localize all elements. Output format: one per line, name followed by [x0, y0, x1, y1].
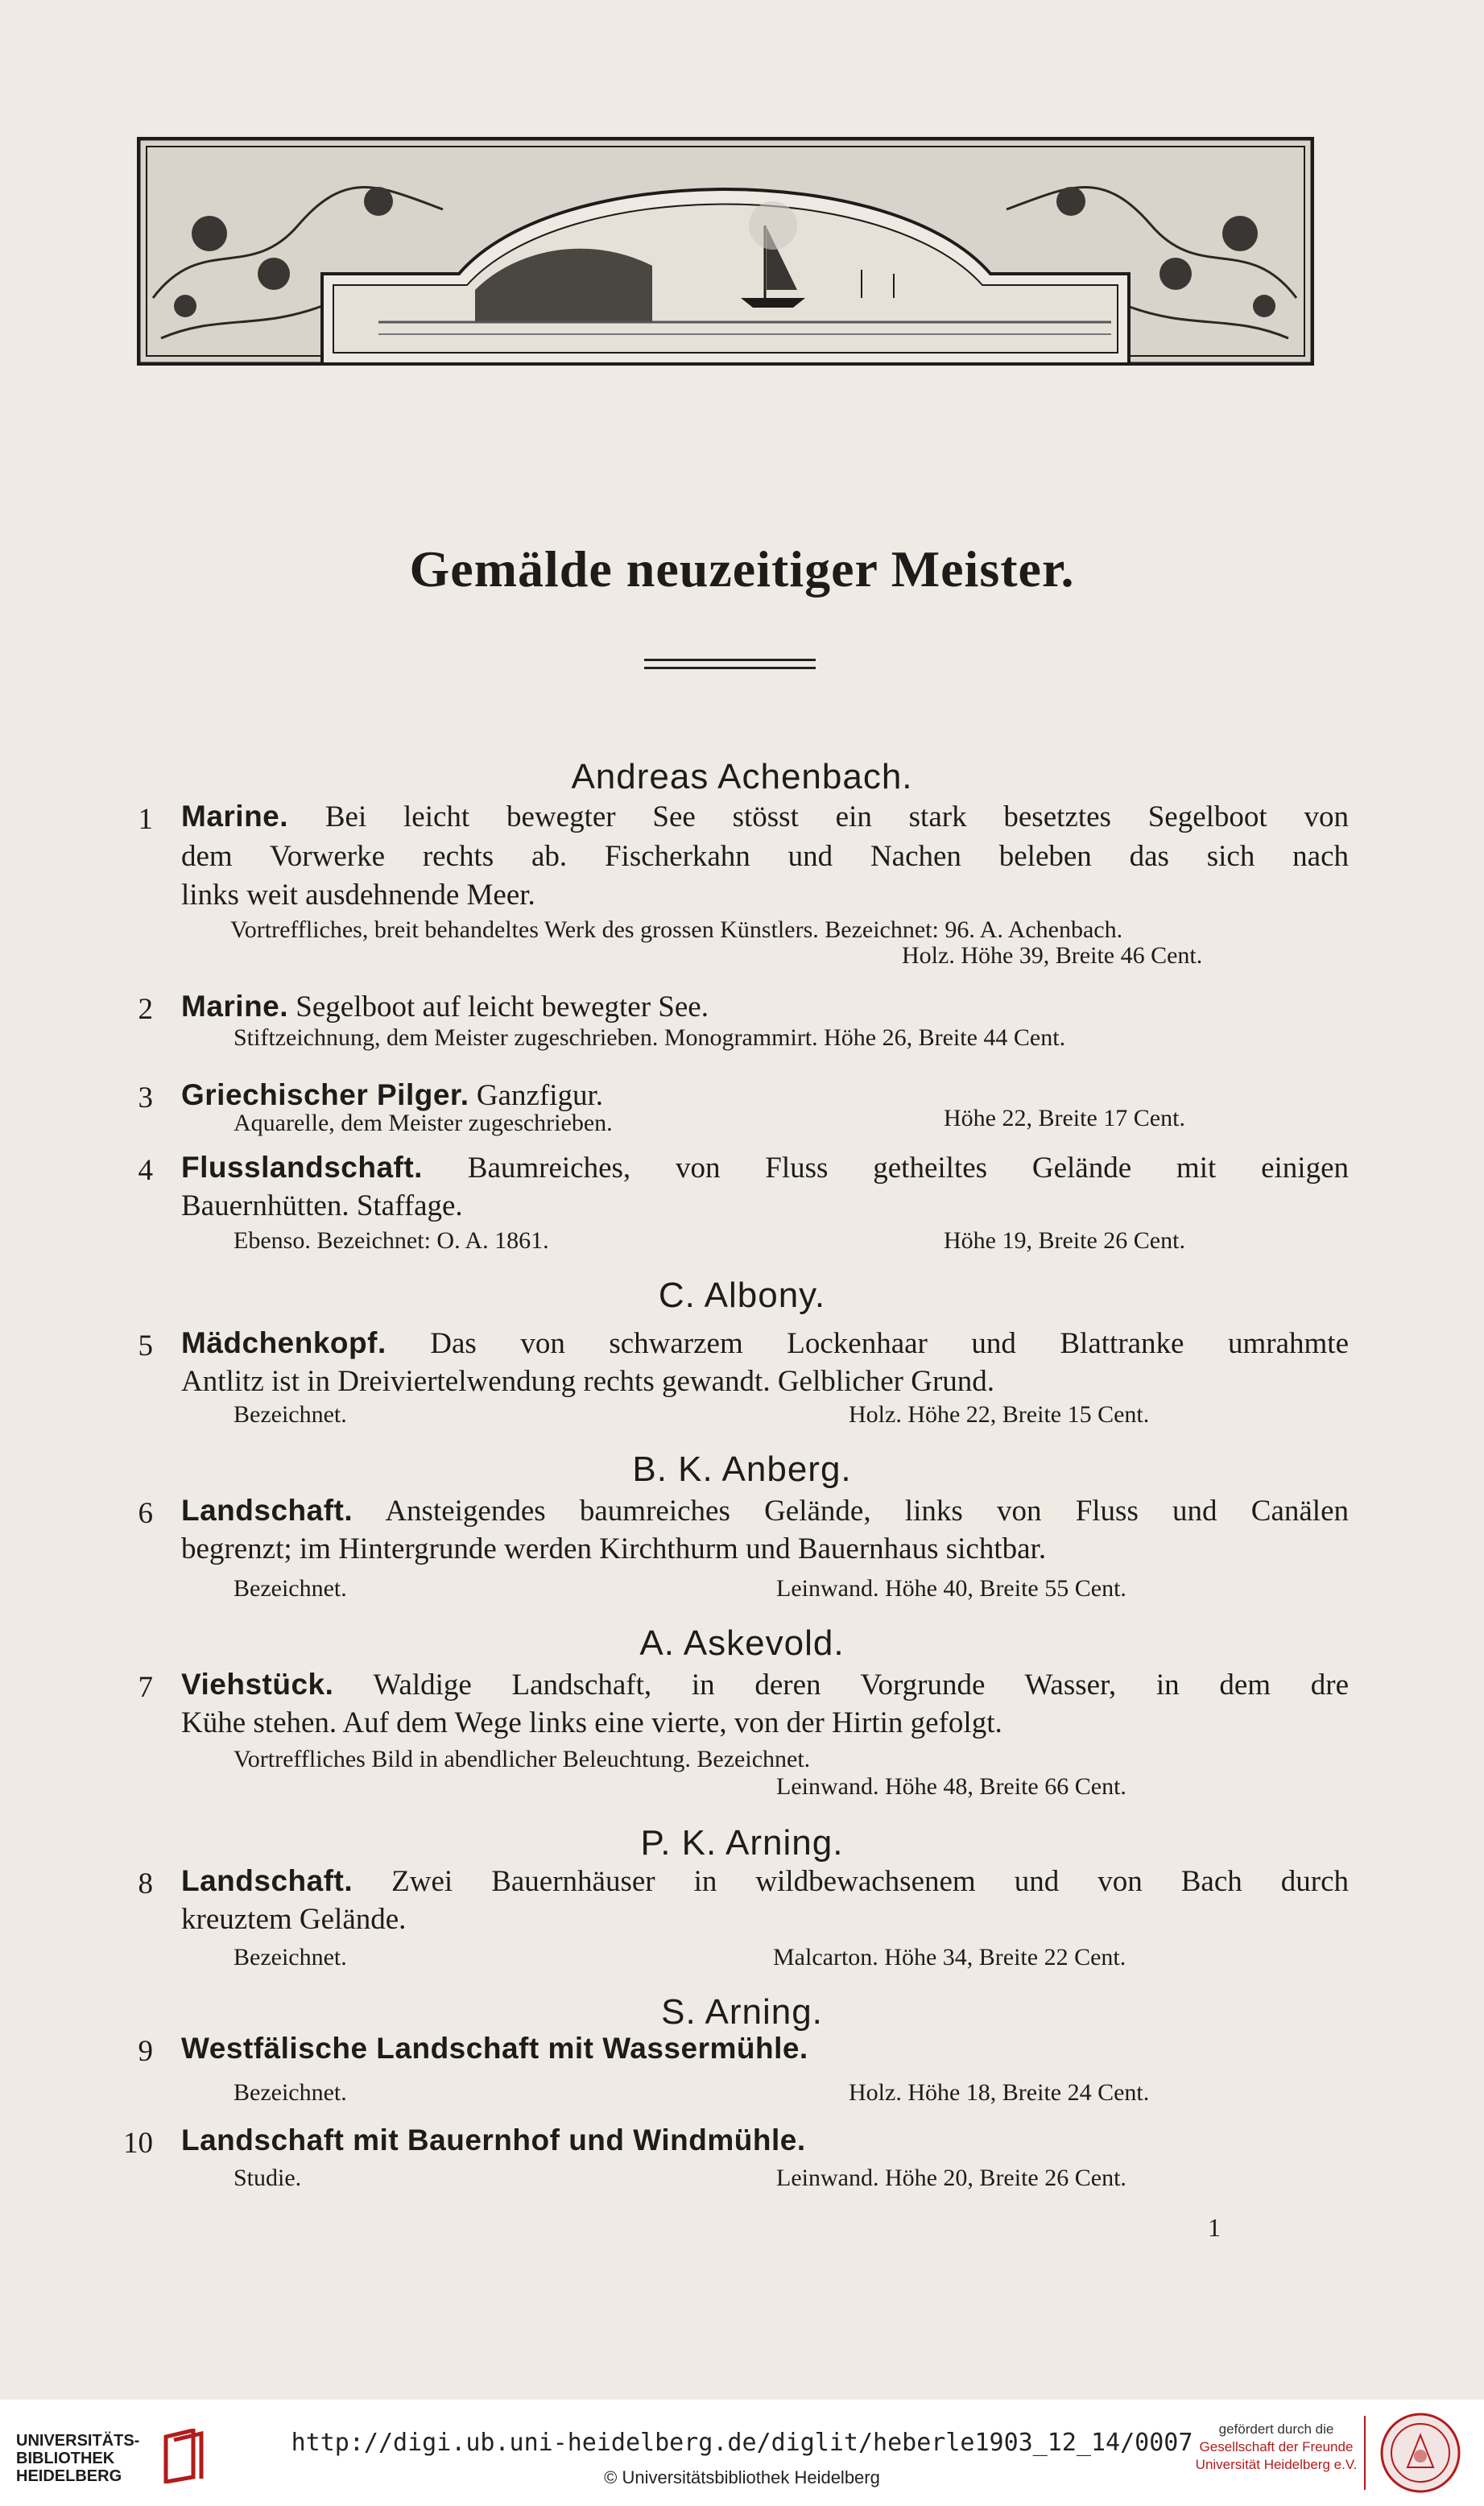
permalink-url[interactable]: http://digi.ub.uni-heidelberg.de/diglit/heberle1903_12_14/0007	[291, 2429, 1193, 2457]
artist-heading: B. K. Anberg.	[632, 1449, 852, 1489]
sponsor-line: gefördert durch die	[1218, 2421, 1334, 2437]
entry-line: dem Vorwerke rechts ab. Fischerkahn und Nachen beleben das sich nach	[181, 840, 1349, 873]
entry-line	[181, 987, 1349, 1027]
sponsor-line: Universität Heidelberg e.V.	[1195, 2457, 1358, 2472]
entry-description: Ganzfigur.	[476, 1079, 604, 1112]
entry-line: Antlitz ist in Dreiviertelwendung rechts gewandt. Gelblicher Grund.	[181, 1365, 995, 1398]
entry-number: 6	[138, 1497, 153, 1530]
entry-number: 5	[138, 1330, 153, 1363]
entry-description: Segelboot auf leicht bewegter See.	[296, 990, 709, 1023]
entry-line: links weit ausdehnende Meer.	[181, 879, 535, 912]
entry-number: 1	[138, 803, 153, 836]
entry-measurements: Holz. Höhe 39, Breite 46 Cent.	[902, 942, 1203, 969]
entry-description: Zwei Bauernhäuser in wildbewachsenem und von Bach durch	[391, 1865, 1349, 1898]
entry-number: 7	[138, 1671, 153, 1704]
entry-description: Bei leicht bewegter See stösst ein stark besetztes Segelboot von	[324, 800, 1349, 833]
artist-heading: C. Albony.	[658, 1276, 826, 1315]
artist-heading: P. K. Arning.	[640, 1823, 844, 1863]
entry-line	[181, 2121, 1349, 2161]
sponsor-text	[1176, 2421, 1377, 2474]
entry-note: Vortreffliches Bild in abendlicher Beleuchtung. Bezeichnet.	[234, 1746, 811, 1772]
decorative-banner-image	[137, 137, 1314, 366]
entry-note: Bezeichnet.	[234, 1401, 347, 1428]
entry-line: kreuztem Gelände.	[181, 1903, 407, 1936]
entry-description: Das von schwarzem Lockenhaar und Blattranke umrahmte	[430, 1327, 1349, 1360]
title-rule-bottom	[644, 667, 816, 669]
entry-note: Vortreffliches, breit behandeltes Werk des grossen Künstlers. Bezeichnet: 96. A. Achenbach.	[230, 916, 1123, 943]
sponsor-line: Gesellschaft der Freunde	[1199, 2439, 1354, 2454]
entry-note: Aquarelle, dem Meister zugeschrieben.	[234, 1110, 613, 1136]
entry-line	[181, 797, 1349, 837]
entry-line: Bauernhütten. Staffage.	[181, 1189, 463, 1222]
entry-description: Ansteigendes baumreiches Gelände, links von Fluss und Canälen	[385, 1495, 1350, 1528]
entry-title: Griechischer Pilger.	[181, 1078, 469, 1111]
entry-line	[181, 1862, 1349, 1901]
entry-title: Viehstück.	[181, 1668, 334, 1701]
entry-note: Bezeichnet.	[234, 1575, 347, 1602]
entry-measurements: Holz. Höhe 18, Breite 24 Cent.	[849, 2079, 1150, 2106]
entry-number: 9	[138, 2035, 153, 2068]
library-name-line: UNIVERSITÄTS-	[16, 2432, 140, 2450]
page-number: 1	[1208, 2213, 1221, 2242]
entry-line: Kühe stehen. Auf dem Wege links eine vierte, von der Hirtin gefolgt.	[181, 1706, 1002, 1739]
entry-title: Landschaft.	[181, 1494, 353, 1527]
entry-title: Westfälische Landschaft mit Wassermühle.	[181, 2032, 808, 2065]
entry-number: 8	[138, 1867, 153, 1900]
entry-note: Bezeichnet.	[234, 1944, 347, 1970]
entry-measurements: Höhe 19, Breite 26 Cent.	[944, 1227, 1185, 1254]
entry-number: 4	[138, 1154, 153, 1187]
entry-note: Ebenso. Bezeichnet: O. A. 1861.	[234, 1227, 549, 1254]
entry-description: Baumreiches, von Fluss getheiltes Gelände mit einigen	[467, 1152, 1349, 1185]
entry-line	[181, 1491, 1349, 1531]
entry-line	[181, 1148, 1349, 1188]
entry-note: Stiftzeichnung, dem Meister zugeschrieben. Monogrammirt. Höhe 26, Breite 44 Cent.	[234, 1024, 1066, 1051]
entry-measurements: Leinwand. Höhe 40, Breite 55 Cent.	[776, 1575, 1126, 1602]
entry-title: Landschaft.	[181, 1864, 353, 1897]
entry-measurements: Malcarton. Höhe 34, Breite 22 Cent.	[773, 1944, 1126, 1970]
university-seal-icon	[1379, 2411, 1462, 2495]
entry-note: Bezeichnet.	[234, 2079, 347, 2106]
library-name-line: HEIDELBERG	[16, 2467, 122, 2485]
entry-measurements: Leinwand. Höhe 48, Breite 66 Cent.	[776, 1773, 1126, 1800]
entry-title: Landschaft mit Bauernhof und Windmühle.	[181, 2123, 806, 2157]
entry-title: Mädchenkopf.	[181, 1326, 387, 1359]
title-rule-top	[644, 659, 816, 661]
copyright-text: © Universitätsbibliothek Heidelberg	[604, 2467, 880, 2487]
entry-measurements: Holz. Höhe 22, Breite 15 Cent.	[849, 1401, 1150, 1428]
footer-bar	[0, 2400, 1484, 2506]
entry-number: 2	[138, 993, 153, 1026]
entry-description: Waldige Landschaft, in deren Vorgrunde Wasser, in dem dre	[373, 1669, 1349, 1702]
artist-heading: S. Arning.	[661, 1992, 823, 2032]
footer-divider	[1364, 2416, 1366, 2490]
entry-title: Flusslandschaft.	[181, 1151, 423, 1184]
entry-number: 10	[123, 2127, 153, 2160]
entry-line	[181, 1324, 1349, 1363]
page-title: Gemälde neuzeitiger Meister.	[409, 540, 1075, 598]
entry-measurements: Höhe 22, Breite 17 Cent.	[944, 1105, 1185, 1131]
entry-title: Marine.	[181, 990, 289, 1023]
entry-title: Marine.	[181, 800, 289, 833]
entry-measurements: Leinwand. Höhe 20, Breite 26 Cent.	[776, 2165, 1126, 2191]
entry-note: Studie.	[234, 2165, 302, 2191]
artist-heading: Andreas Achenbach.	[571, 757, 913, 796]
artist-heading: A. Askevold.	[639, 1623, 845, 1663]
library-name-line: BIBLIOTHEK	[16, 2450, 115, 2467]
entry-line	[181, 1665, 1349, 1705]
entry-line	[181, 2029, 1349, 2069]
entry-line: begrenzt; im Hintergrunde werden Kirchthurm und Bauernhaus sichtbar.	[181, 1532, 1047, 1565]
entry-number: 3	[138, 1081, 153, 1114]
